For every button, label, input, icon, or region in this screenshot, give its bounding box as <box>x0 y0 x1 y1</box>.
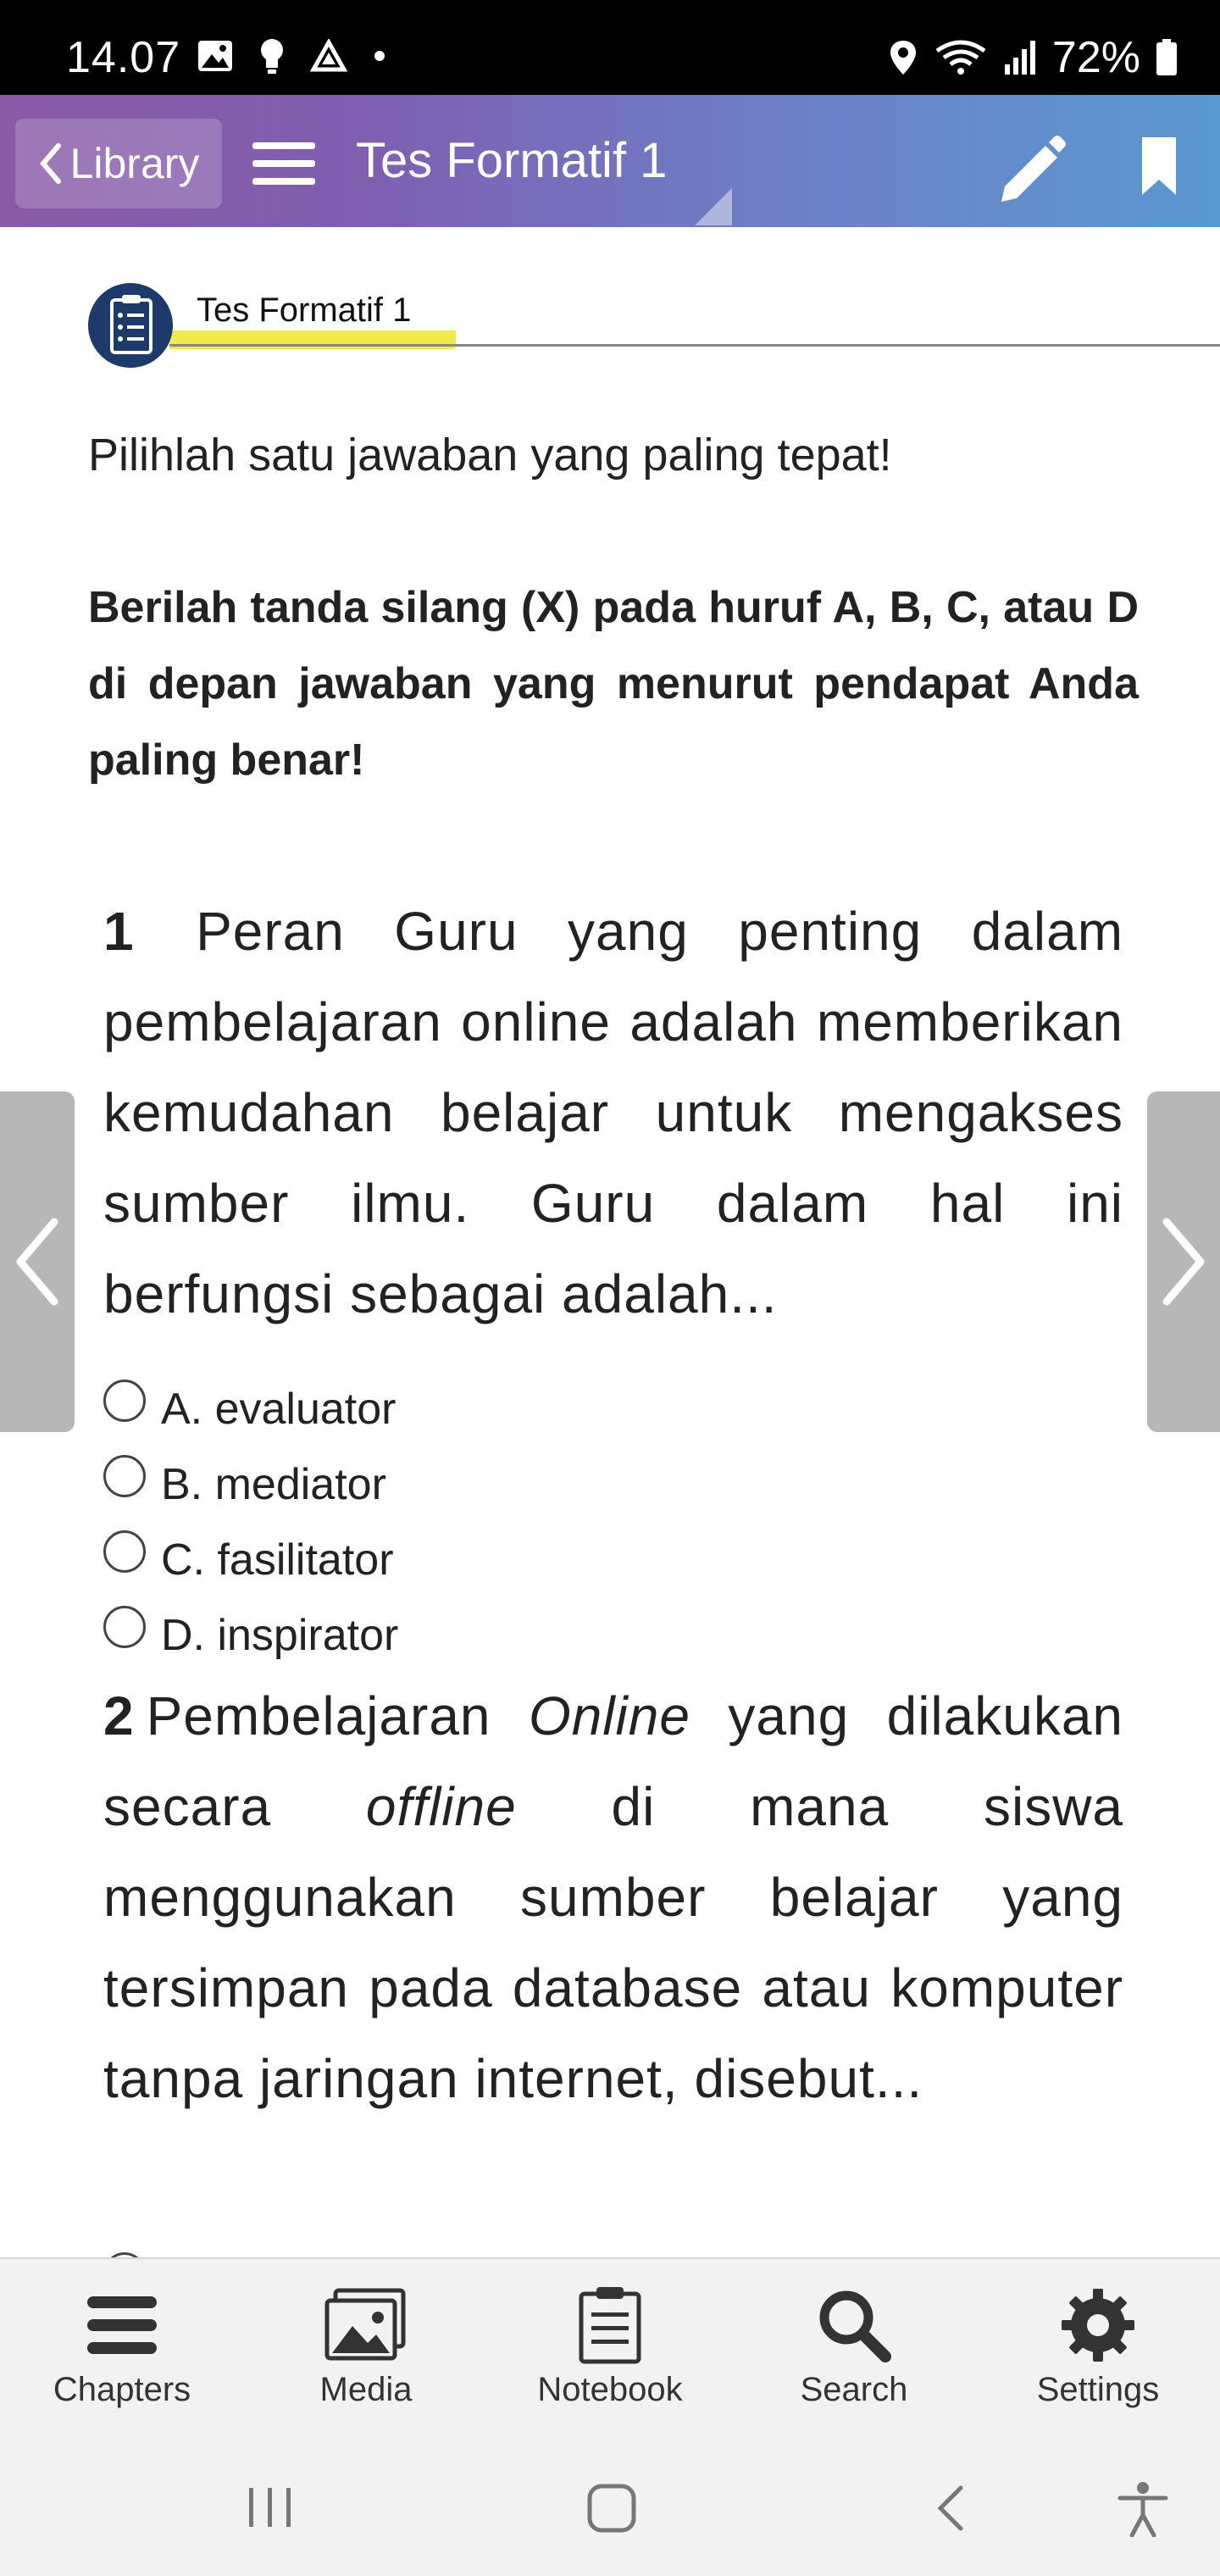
battery-icon <box>1156 39 1178 76</box>
location-icon <box>888 39 918 76</box>
question-text-part: di mana siswa menggunakan sumber belajar yang tersimpan pada database atau komputer tanpa jaringan internet, disebut... <box>103 1776 1123 2109</box>
option-b[interactable] <box>103 1446 398 1522</box>
library-back-label: Library <box>69 140 200 187</box>
question-number: 1 <box>103 901 135 962</box>
chapters-icon <box>84 2291 160 2359</box>
settings-icon <box>1060 2287 1136 2363</box>
question-text-part: Pembelajaran <box>146 1685 529 1746</box>
chevron-left-icon <box>38 142 62 185</box>
checklist-icon <box>88 283 173 368</box>
tab-settings[interactable] <box>976 2259 1220 2434</box>
radio-button[interactable] <box>103 1380 146 1422</box>
section-title: Tes Formatif 1 <box>197 291 412 329</box>
wifi-icon <box>934 39 988 76</box>
tab-label: Settings <box>1036 2371 1160 2408</box>
option-label: B. mediator <box>161 1459 386 1509</box>
question-2 <box>103 1671 1123 2124</box>
chevron-right-icon <box>1158 1215 1209 1308</box>
question-number: 2 <box>103 1685 135 1746</box>
chevron-left-icon <box>12 1215 63 1308</box>
page-curl-indicator <box>695 188 732 225</box>
library-back-button[interactable] <box>15 119 222 208</box>
previous-page-button[interactable] <box>0 1091 75 1432</box>
bottom-navigation <box>0 2257 1220 2434</box>
bulb-icon <box>259 37 285 75</box>
question-text-italic: Online <box>528 1685 690 1746</box>
notebook-icon <box>576 2285 644 2365</box>
question-1 <box>103 886 1123 1340</box>
tab-label: Notebook <box>537 2371 683 2408</box>
radio-button[interactable] <box>103 1455 146 1497</box>
tab-label: Search <box>800 2371 908 2408</box>
recent-apps-icon[interactable] <box>246 2486 297 2529</box>
instruction-text: Pilihlah satu jawaban yang paling tepat! <box>88 430 892 480</box>
radio-button[interactable] <box>103 1530 146 1573</box>
tab-media[interactable] <box>244 2259 488 2434</box>
option-label: C. fasilitator <box>161 1535 394 1585</box>
system-navigation-bar <box>0 2432 1220 2576</box>
tab-notebook[interactable] <box>488 2259 732 2434</box>
reader-content <box>0 227 1220 2257</box>
tab-search[interactable] <box>732 2259 976 2434</box>
option-d[interactable] <box>103 1597 398 1673</box>
option-c[interactable] <box>103 1522 398 1597</box>
option-label: D. inspirator <box>161 1610 399 1660</box>
signal-icon <box>1003 39 1037 76</box>
status-notification-icons <box>197 37 386 75</box>
section-header <box>88 283 1139 376</box>
bookmark-icon[interactable] <box>1140 136 1178 197</box>
question-text: Peran Guru yang penting dalam pembelajaran online adalah memberikan kemudahan belajar untuk mengakses sumber ilmu. Guru dalam hal ini berfungsi sebagai adalah... <box>103 901 1124 1324</box>
tab-chapters[interactable] <box>0 2259 244 2434</box>
search-icon <box>816 2287 892 2363</box>
home-icon[interactable] <box>586 2483 637 2534</box>
media-icon <box>324 2287 408 2363</box>
status-right-icons <box>888 32 1178 83</box>
option-label: A. evaluator <box>161 1384 396 1434</box>
page-title: Tes Formatif 1 <box>356 133 668 188</box>
pencil-icon[interactable] <box>996 132 1069 205</box>
next-page-button[interactable] <box>1147 1091 1220 1432</box>
hamburger-menu-icon[interactable] <box>252 142 315 185</box>
gallery-icon <box>197 39 234 73</box>
radio-button[interactable] <box>103 1606 146 1648</box>
question-1-options <box>103 1371 398 1673</box>
drive-icon <box>310 39 347 73</box>
instruction-bold-text: Berilah tanda silang (X) pada huruf A, B, C, atau D di depan jawaban yang menurut pendapat Anda paling benar! <box>88 583 1139 785</box>
section-divider <box>169 344 1220 347</box>
question-text-part: yang dilakukan secara <box>103 1685 1123 1837</box>
accessibility-icon[interactable] <box>1117 2481 1169 2537</box>
app-header <box>0 95 1220 227</box>
option-a[interactable] <box>103 1371 398 1446</box>
back-icon[interactable] <box>934 2484 968 2532</box>
tab-label: Media <box>319 2371 413 2408</box>
status-time: 14.07 <box>66 33 181 82</box>
battery-percent: 72% <box>1051 33 1140 82</box>
tab-label: Chapters <box>53 2371 191 2408</box>
question-text-italic: offline <box>365 1776 517 1837</box>
dot-icon <box>373 49 386 63</box>
